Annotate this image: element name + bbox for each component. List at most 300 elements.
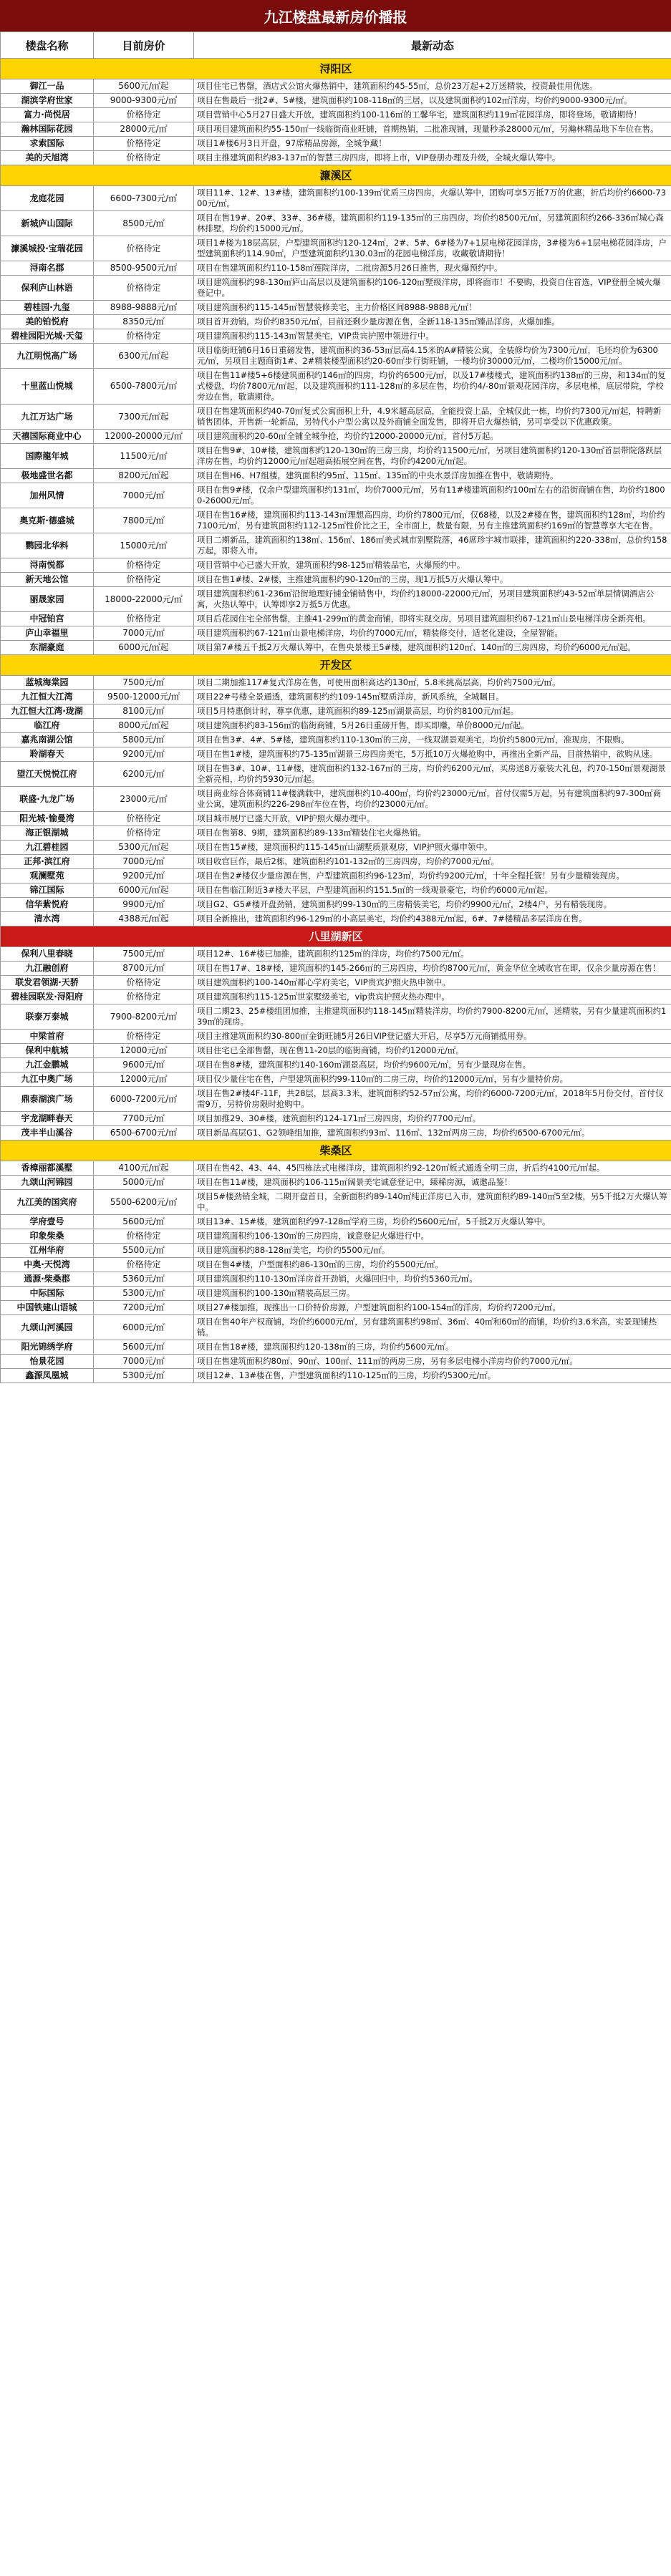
- price-cell: 7200元/㎡: [94, 1301, 194, 1315]
- project-name-cell: 通源·柴桑郡: [1, 1272, 94, 1287]
- price-cell: 15000元/㎡: [94, 533, 194, 558]
- project-name-cell: 浔南悦都: [1, 558, 94, 573]
- project-name-cell: 九江万达广场: [1, 405, 94, 430]
- table-row: [1, 1272, 671, 1287]
- price-cell: 价格待定: [94, 137, 194, 151]
- news-cell: 项目建筑面积约115-143㎡智慧美宅，VIP贵宾护照申领进行中。: [194, 329, 671, 344]
- price-cell: 5500-6200元/㎡: [94, 1190, 194, 1215]
- news-cell: 项目住宅已全部售罄，现在售11-20层的临街商铺，均价约12000元/㎡。: [194, 1044, 671, 1058]
- price-cell: 5360元/㎡: [94, 1272, 194, 1287]
- table-row: [1, 733, 671, 747]
- price-cell: 8500-9500元/㎡: [94, 261, 194, 276]
- news-cell: 项目新品高层G1、G2领峰组加推，建筑面积约93㎡、116㎡、132㎡两房三房，均价约6500-6700元/㎡。: [194, 1126, 671, 1141]
- news-cell: 项目在售9#、10#楼，建筑面积约120-130㎡的三房三房，均价约11500元/㎡，另项目建筑面积约120-130㎡首层带院落跃层洋房在售，均价约12000元/㎡起超高拓展空间在售，均价约4200元/㎡起。: [194, 444, 671, 469]
- news-cell: 项目二期新品，建筑面积约138㎡、156㎡、186㎡美式城市别墅院落，46席珍宇城市联排，建筑面积约220-338㎡，总价约158万起，即将入市。: [194, 533, 671, 558]
- project-name-cell: 中梁首府: [1, 1030, 94, 1044]
- project-name-cell: 瀚林国际花园: [1, 122, 94, 137]
- table-row: [1, 405, 671, 430]
- price-cell: 8500元/㎡: [94, 211, 194, 236]
- table-row: [1, 236, 671, 261]
- news-cell: 项目1#楼为18层高层，户型建筑面积约120-124㎡，2#、5#、6#楼为7+1层电梯花园洋房，3#楼为6+1层电梯花园洋房，户型建筑面积约114.90㎡，户型建筑面积约130.03㎡的花园电梯洋房，收藏敬请期待！: [194, 236, 671, 261]
- project-name-cell: 江州华府: [1, 1244, 94, 1258]
- project-name-cell: 嘉兆南湖公馆: [1, 733, 94, 747]
- header-price: 目前房价: [94, 32, 194, 59]
- price-cell: 5300元/㎡: [94, 1369, 194, 1383]
- table-row: [1, 1161, 671, 1176]
- table-row: [1, 108, 671, 122]
- price-cell: 7000元/㎡: [94, 483, 194, 508]
- project-name-cell: 鹦园北华料: [1, 533, 94, 558]
- project-name-cell: 阳光城·愉曼湾: [1, 812, 94, 826]
- table-row: [1, 1369, 671, 1383]
- price-cell: 价格待定: [94, 1258, 194, 1272]
- project-name-cell: 宇龙湖畔春天: [1, 1112, 94, 1126]
- project-name-cell: 清水湾: [1, 912, 94, 926]
- project-name-cell: 奥克斯·德盛城: [1, 508, 94, 533]
- news-cell: 项目13#、15#楼，建筑面积约97-128㎡学府三房，均价约5600元/㎡，5千抵2万火爆认筹中。: [194, 1215, 671, 1229]
- news-cell: 项目在售42、43、44、45四栋法式电梯洋房，建筑面积约92-120㎡板式通透全明三房，折后约4100元/㎡起。: [194, 1161, 671, 1176]
- project-name-cell: 望江天悦悦江府: [1, 762, 94, 787]
- project-name-cell: 东湖豪庭: [1, 641, 94, 655]
- news-cell: 项目在售2#楼仅少量房源在售，户型建筑面积约96-123㎡，均价约9200元/㎡，十年全程托管！另有少量精装现房。: [194, 869, 671, 883]
- news-cell: 项目在售17#、18#楼，建筑面积约145-266㎡的三房四房，均价约8700元/㎡，黄金华位全城收官在即，仅余少量房源在售！: [194, 962, 671, 976]
- project-name-cell: 联泰万泰城: [1, 1004, 94, 1030]
- table-row: [1, 762, 671, 787]
- project-name-cell: 保利中航城: [1, 1044, 94, 1058]
- project-name-cell: 香樟丽都溪墅: [1, 1161, 94, 1176]
- project-name-cell: 观澜墅苑: [1, 869, 94, 883]
- project-name-cell: 九颂山河溪园: [1, 1315, 94, 1340]
- news-cell: 项目建筑面积约20-60㎡全铺全城争抢，均价约12000-20000元/㎡，首付5万起。: [194, 430, 671, 444]
- news-cell: 项目全新推出，建筑面积约96-129㎡的小高层美宅，均价约4388元/㎡起，6#、7#楼精品多层洋房在售。: [194, 912, 671, 926]
- price-cell: 7500元/㎡: [94, 947, 194, 962]
- table-row: [1, 641, 671, 655]
- news-cell: 项目在售8#楼，建筑面积约140-160㎡湖景高层，均价约9600元/㎡，另有少量现房在售。: [194, 1058, 671, 1072]
- project-name-cell: 鑫源凤凰城: [1, 1369, 94, 1383]
- price-cell: 6500-6700元/㎡: [94, 1126, 194, 1141]
- table-row: [1, 261, 671, 276]
- price-cell: 8988-9888元/㎡: [94, 301, 194, 315]
- table-row: [1, 1030, 671, 1044]
- price-cell: 8100元/㎡: [94, 704, 194, 719]
- table-row: [1, 558, 671, 573]
- price-cell: 5300元/㎡: [94, 1287, 194, 1301]
- project-name-cell: 十里蓝山悦城: [1, 369, 94, 405]
- price-cell: 4388元/㎡起: [94, 912, 194, 926]
- news-cell: 项目在售第8、9期，建筑面积约89-133㎡精装住宅火爆热销。: [194, 826, 671, 841]
- table-row: [1, 587, 671, 612]
- project-name-cell: 联发君领湖·天骄: [1, 976, 94, 990]
- district-header-row: [1, 59, 671, 79]
- table-header-row: [1, 32, 671, 59]
- project-name-cell: 极地盛世名都: [1, 469, 94, 483]
- project-name-cell: 海正银湖城: [1, 826, 94, 841]
- table-row: [1, 1340, 671, 1355]
- price-cell: 9900元/㎡: [94, 898, 194, 912]
- price-cell: 8350元/㎡: [94, 315, 194, 329]
- table-row: [1, 912, 671, 926]
- table-row: [1, 747, 671, 762]
- table-row: [1, 1315, 671, 1340]
- project-name-cell: 湖滨学府世家: [1, 94, 94, 108]
- project-name-cell: 聆湖春天: [1, 747, 94, 762]
- project-name-cell: 中奥·天悦湾: [1, 1258, 94, 1272]
- news-cell: 项目建筑面积约115-125㎡世家墅级美宅，vip贵宾护照火热办理中。: [194, 990, 671, 1004]
- news-cell: 项目营销中心5月27日盛大开放，建筑面积约100-116㎡的工馨华宅，建筑面积约119㎡花园洋房，即将登场，敬请期待！: [194, 108, 671, 122]
- news-cell: 项目在售建筑面积约110-158㎡莲院洋房，二批房源5月26日推售，现火爆预约中。: [194, 261, 671, 276]
- news-cell: 项目营销中心已盛大开放，建筑面积约98-125㎡精装品宅，火爆预约中。: [194, 558, 671, 573]
- price-table: [0, 32, 671, 1383]
- news-cell: 项目建筑面积约98-130㎡庐山高层以及建筑面积约106-120㎡墅级洋房，即将面市！不要购，投资自住首选，VIP登册全城火爆登记中。: [194, 276, 671, 301]
- table-row: [1, 1190, 671, 1215]
- news-cell: 项目第7#楼五千抵2万火爆认筹中，在售央景楼王5#楼，建筑面积约120㎡、140㎡的三房四房，均价约6000元/㎡起。: [194, 641, 671, 655]
- price-cell: 12000元/㎡: [94, 1072, 194, 1087]
- price-cell: 7900-8200元/㎡: [94, 1004, 194, 1030]
- price-cell: 6200元/㎡: [94, 762, 194, 787]
- district-name: 濂溪区: [1, 165, 671, 186]
- price-cell: 价格待定: [94, 826, 194, 841]
- project-name-cell: 丽晟家园: [1, 587, 94, 612]
- table-row: [1, 79, 671, 94]
- project-name-cell: 怡景花园: [1, 1355, 94, 1369]
- table-row: [1, 1058, 671, 1072]
- news-cell: 项目建筑面积约88-128㎡美宅，均价约5500元/㎡。: [194, 1244, 671, 1258]
- price-cell: 价格待定: [94, 612, 194, 626]
- table-row: [1, 211, 671, 236]
- news-cell: 项目后花园住宅全部售罄，主推41-299㎡的黄金商铺，即将实现交房，另项目建筑面积约67-121㎡山景电梯洋房全新亮相。: [194, 612, 671, 626]
- news-cell: 项目建筑面积约115-145㎡智慧装修美宅，主力价格区间8988-9888元/㎡！: [194, 301, 671, 315]
- table-row: [1, 1301, 671, 1315]
- table-row: [1, 841, 671, 855]
- table-row: [1, 369, 671, 405]
- news-cell: 项目在售18#楼，建筑面积约120-138㎡的三房，均价约5600元/㎡。: [194, 1340, 671, 1355]
- news-cell: 项目12#、16#楼已加推，建筑面积约125㎡的洋房，均价约7500元/㎡。: [194, 947, 671, 962]
- table-row: [1, 1044, 671, 1058]
- project-name-cell: 新天地公馆: [1, 573, 94, 587]
- project-name-cell: 九江明悦高广场: [1, 344, 94, 369]
- table-row: [1, 1244, 671, 1258]
- table-row: [1, 612, 671, 626]
- table-row: [1, 1176, 671, 1190]
- news-cell: 项目建筑面积约61-236㎡沿街地理好铺金铺销售中，均价约18000-22000元/㎡，另项目建筑面积约43-52㎡单层情调酒店公寓，火热认筹中，认筹即享2万抵5万优惠。: [194, 587, 671, 612]
- table-row: [1, 122, 671, 137]
- table-row: [1, 344, 671, 369]
- table-row: [1, 962, 671, 976]
- news-cell: 项目建筑面积约83-156㎡的临街商铺，5月26日重磅开售，即买即赚，单价8000元/㎡起。: [194, 719, 671, 733]
- price-cell: 价格待定: [94, 1030, 194, 1044]
- news-cell: 项目22#号楼全景通透，建筑面积约约109-145㎡墅质洋房，新风系统，全城瞩目。: [194, 690, 671, 704]
- project-name-cell: 九颂山河锦园: [1, 1176, 94, 1190]
- project-name-cell: 九江碧桂园: [1, 841, 94, 855]
- news-cell: 项目城市展厅已盛大开放，VIP护照火爆办理中。: [194, 812, 671, 826]
- news-cell: 项目住宅已售罄，酒店式公馆火爆热销中，建筑面积约45-55㎡，总价23万起+2万送精装，投资最佳用优选。: [194, 79, 671, 94]
- news-cell: 项目加推29、30#楼，建筑面积约124-171㎡三房四房，均价约7700元/㎡。: [194, 1112, 671, 1126]
- news-cell: 项目1#楼6月3日开盘，97席精品房源，全城争藏！: [194, 137, 671, 151]
- table-row: [1, 704, 671, 719]
- project-name-cell: 新城庐山国际: [1, 211, 94, 236]
- table-row: [1, 533, 671, 558]
- project-name-cell: 正邦·滨江府: [1, 855, 94, 869]
- table-row: [1, 301, 671, 315]
- table-row: [1, 1072, 671, 1087]
- table-row: [1, 976, 671, 990]
- table-row: [1, 186, 671, 211]
- news-cell: 项目建筑面积约100-140㎡都心学府美宅，VIP贵宾护照火热申领中。: [194, 976, 671, 990]
- table-row: [1, 483, 671, 508]
- price-cell: 9200元/㎡: [94, 747, 194, 762]
- table-row: [1, 990, 671, 1004]
- news-cell: 项目二期加推117#复式洋房在售，可使用面积高达约130㎡，5.8米挑高层高，均价约7500元/㎡。: [194, 676, 671, 690]
- header-project: 楼盘名称: [1, 32, 94, 59]
- table-row: [1, 812, 671, 826]
- news-cell: 项目临街旺铺6月16日重磅发售，建筑面积约36-53㎡层高4.15米的A#精装公寓，全装修均价为7300元/㎡，毛坯均价为6300元/㎡，另项目主题商街1#、2#精装楼型面积约20-60㎡步行街旺铺，一楼均价30000元/㎡，二楼均价15000元/㎡。: [194, 344, 671, 369]
- project-name-cell: 九江美的国宾府: [1, 1190, 94, 1215]
- price-cell: 6000元/㎡起: [94, 883, 194, 898]
- news-cell: 项目收官巨作，最后2栋，建筑面积约101-132㎡的三房四房，均价约7000元/㎡。: [194, 855, 671, 869]
- price-cell: 价格待定: [94, 276, 194, 301]
- district-name: 浔阳区: [1, 59, 671, 79]
- price-cell: 4100元/㎡起: [94, 1161, 194, 1176]
- table-row: [1, 508, 671, 533]
- price-cell: 23000元/㎡: [94, 787, 194, 812]
- price-cell: 价格待定: [94, 573, 194, 587]
- price-cell: 6600-7300元/㎡: [94, 186, 194, 211]
- news-cell: 项目G2、G5#楼开盘劲销，建筑面积约99-130㎡的三房精装美宅，均价约9900元/㎡，2楼4户，另有精装现房。: [194, 898, 671, 912]
- project-name-cell: 保利庐山林语: [1, 276, 94, 301]
- price-cell: 12000元/㎡: [94, 1044, 194, 1058]
- table-row: [1, 883, 671, 898]
- news-cell: 项目在售11#楼5+6楼建筑面积约146㎡的四房，均价约6500元/㎡，以及17#楼楼式，建筑面积约138㎡的三房，和134㎡的复式楼盘，均价7800元/㎡起，以及建筑面积约111-128㎡的多层在售，均价约4/-80㎡景观花园洋房，多层电梯，底层带院，学校旁边在售，敬请期待。: [194, 369, 671, 405]
- news-cell: 项目商业综合体商铺11#楼满载中，建筑面积约10-400㎡，均价约23000元/㎡，首付仅需5万起，另有建筑面积约97-300㎡商业公寓，建筑面积约226-298㎡车位在售，均价约23000元/㎡。: [194, 787, 671, 812]
- district-header-row: [1, 655, 671, 676]
- project-name-cell: 锦江国际: [1, 883, 94, 898]
- project-name-cell: 碧桂园联发·浔阳府: [1, 990, 94, 1004]
- price-cell: 5300元/㎡起: [94, 841, 194, 855]
- price-cell: 价格待定: [94, 558, 194, 573]
- price-cell: 5000元/㎡: [94, 1176, 194, 1190]
- table-row: [1, 1355, 671, 1369]
- price-cell: 价格待定: [94, 990, 194, 1004]
- project-name-cell: 学府壹号: [1, 1215, 94, 1229]
- project-name-cell: 保利八里春晓: [1, 947, 94, 962]
- price-cell: 7000元/㎡: [94, 855, 194, 869]
- table-row: [1, 1087, 671, 1112]
- news-cell: 项目在售1#楼，建筑面积约75-135㎡湖景三房四房美宅，5万抵10万火爆抢购中，再推出全新产品，目前热销中，欲购从速。: [194, 747, 671, 762]
- project-name-cell: 富力·尚悦居: [1, 108, 94, 122]
- table-row: [1, 1229, 671, 1244]
- news-cell: 项目在售建筑面积约40-70㎡复式公寓面积上升，4.9米超高层高，全能投资上品，全城仅此一栋，均价约7300元/㎡起，特聘新销售团体，开售新一轮新品，另特代小户型公寓以及外商铺全面发售，即将开启火爆热销，另可享受以下优惠政策。: [194, 405, 671, 430]
- table-row: [1, 626, 671, 641]
- price-cell: 7000元/㎡: [94, 626, 194, 641]
- news-cell: 项目11#、12#、13#楼，建筑面积约100-139㎡优质三房四房，火爆认筹中，团购可享5万抵7万的优惠，折后均价约6600-7300元/㎡。: [194, 186, 671, 211]
- project-name-cell: 九江恒大江湾: [1, 690, 94, 704]
- news-cell: 项目在售40年产权商铺，均价约6000元/㎡，另有建筑面积约98㎡、36㎡、40㎡和60㎡的商铺，均价约3.6米高，实景现铺热销。: [194, 1315, 671, 1340]
- project-name-cell: 蓝城海棠园: [1, 676, 94, 690]
- price-cell: 5600元/㎡起: [94, 79, 194, 94]
- price-cell: 28000元/㎡: [94, 122, 194, 137]
- price-cell: 5500元/㎡: [94, 1244, 194, 1258]
- news-cell: 项目在售15#楼，建筑面积约115-145㎡山湖墅质景观房，VIP护照火爆申领中。: [194, 841, 671, 855]
- price-cell: 6300元/㎡起: [94, 344, 194, 369]
- price-cell: 9000-9300元/㎡: [94, 94, 194, 108]
- table-row: [1, 676, 671, 690]
- news-cell: 项目12#、13#楼在售，户型建筑面积约110-125㎡的三房，均价约5300元/㎡。: [194, 1369, 671, 1383]
- price-cell: 6000元/㎡: [94, 1315, 194, 1340]
- table-row: [1, 1004, 671, 1030]
- project-name-cell: 阳光锦绣学府: [1, 1340, 94, 1355]
- news-cell: 项目在售1#楼、2#楼，主推建筑面积约90-120㎡的三房，现1万抵5万火爆认筹中。: [194, 573, 671, 587]
- price-cell: 11500元/㎡: [94, 444, 194, 469]
- project-name-cell: 九江恒大江湾·珑湖: [1, 704, 94, 719]
- table-row: [1, 137, 671, 151]
- price-cell: 6000-7200元/㎡: [94, 1087, 194, 1112]
- project-name-cell: 美的铂悦府: [1, 315, 94, 329]
- project-name-cell: 中国铁建山语城: [1, 1301, 94, 1315]
- table-body: [1, 59, 671, 1383]
- price-cell: 5600元/㎡: [94, 1215, 194, 1229]
- table-row: [1, 1258, 671, 1272]
- header-news: 最新动态: [194, 32, 671, 59]
- price-cell: 5600元/㎡: [94, 1340, 194, 1355]
- news-cell: 项目在售16#楼，建筑面积约113-143㎡理想高四房，均价约7800元/㎡，仅68楼，以及2#楼在售，建筑面积约128㎡，均价约7100元/㎡，另有建筑面积约112-125㎡性价比之王，全市面上，数量有限，另有主推建筑面积约169㎡的智慧尊享大宅在售。: [194, 508, 671, 533]
- table-row: [1, 1287, 671, 1301]
- price-cell: 6000元/㎡起: [94, 641, 194, 655]
- project-name-cell: 国際龍年城: [1, 444, 94, 469]
- news-cell: 项目在售H6、H7组楼，建筑面积约95㎡、115㎡、135㎡的中央水景洋房加推在售中，敬请期待。: [194, 469, 671, 483]
- news-cell: 项目项目建筑面积约55-150㎡一线临街商业旺铺，首期热销，二批准现铺，现量秒杀28000元/㎡，另瀚林精品地下车位在售。: [194, 122, 671, 137]
- project-name-cell: 印象柴桑: [1, 1229, 94, 1244]
- news-cell: 项目首开劲销，均价约8350元/㎡，目前还剩少量房源在售，全新118-135㎡臻品洋房，火爆加推。: [194, 315, 671, 329]
- district-header-row: [1, 165, 671, 186]
- district-name: 开发区: [1, 655, 671, 676]
- price-cell: 价格待定: [94, 329, 194, 344]
- price-cell: 价格待定: [94, 236, 194, 261]
- table-row: [1, 719, 671, 733]
- news-cell: 项目主推建筑面积约30-800㎡金街旺铺5月26日VIP登记盛大开启，尽享5万元商铺抵用券。: [194, 1030, 671, 1044]
- table-row: [1, 151, 671, 165]
- news-cell: 项目在售4#楼，户型面积约86-130㎡的三房，均价约5500元/㎡。: [194, 1258, 671, 1272]
- news-cell: 项目在售3#、4#、5#楼，建筑面积约110-130㎡的三房，一线双湖景观美宅，均价约5800元/㎡，准现房，不限购。: [194, 733, 671, 747]
- table-row: [1, 444, 671, 469]
- news-cell: 项目在售19#、20#、33#、36#楼，建筑面积约119-135㎡的三房四房，均价约8500元/㎡，另建筑面积约266-336㎡城心森林排墅，均价约15000元/㎡。: [194, 211, 671, 236]
- table-row: [1, 1126, 671, 1141]
- news-cell: 项目在售2#楼4F-11F，共28层，层高3.3米，建筑面积约52-57㎡公寓，均价约6000-7200元/㎡，2018年5月份交付，首付仅需9万，另特价房限时抢购中。: [194, 1087, 671, 1112]
- table-row: [1, 329, 671, 344]
- project-name-cell: 美的天旭湾: [1, 151, 94, 165]
- price-cell: 7300元/㎡起: [94, 405, 194, 430]
- project-name-cell: 茂丰半山溪谷: [1, 1126, 94, 1141]
- table-row: [1, 826, 671, 841]
- table-row: [1, 276, 671, 301]
- price-cell: 价格待定: [94, 812, 194, 826]
- price-cell: 18000-22000元/㎡: [94, 587, 194, 612]
- price-cell: 7500元/㎡: [94, 676, 194, 690]
- news-cell: 项目在售建筑面积约80㎡、90㎡、100㎡、111㎡的两房三房，另有多层电梯小洋房均价约7000元/㎡。: [194, 1355, 671, 1369]
- table-row: [1, 315, 671, 329]
- district-name: 八里湖新区: [1, 926, 671, 947]
- project-name-cell: 濂溪城投·宝瑞花园: [1, 236, 94, 261]
- report-title: 九江楼盘最新房价播报: [0, 0, 671, 32]
- project-name-cell: 临江府: [1, 719, 94, 733]
- project-name-cell: 浔南名郡: [1, 261, 94, 276]
- district-header-row: [1, 926, 671, 947]
- price-cell: 价格待定: [94, 108, 194, 122]
- project-name-cell: 鼎泰湖滨广场: [1, 1087, 94, 1112]
- price-cell: 5800元/㎡: [94, 733, 194, 747]
- price-cell: 8000元/㎡起: [94, 719, 194, 733]
- price-cell: 价格待定: [94, 151, 194, 165]
- price-cell: 12000-20000元/㎡: [94, 430, 194, 444]
- table-row: [1, 898, 671, 912]
- price-cell: 9600元/㎡: [94, 1058, 194, 1072]
- district-header-row: [1, 1141, 671, 1161]
- project-name-cell: 中际国际: [1, 1287, 94, 1301]
- news-cell: 项目在售最后一批2#、5#楼，建筑面积约108-118㎡的三居，以及建筑面积约102㎡洋房，均价约9000-9300元/㎡。: [194, 94, 671, 108]
- project-name-cell: 九江融创府: [1, 962, 94, 976]
- price-cell: 7700元/㎡: [94, 1112, 194, 1126]
- news-cell: 项目在售11#楼，建筑面积约106-115㎡阔景美宅诚意登记中，臻稀房源，诚邀品鉴！: [194, 1176, 671, 1190]
- news-cell: 项目二期23、25#楼组团加推，主推建筑面积约118-145㎡精装洋房，均价约7900-8200元/㎡，送精装，另有少量建筑面积约139㎡的现房。: [194, 1004, 671, 1030]
- project-name-cell: 九江中奥广场: [1, 1072, 94, 1087]
- news-cell: 项目5#楼劲销全城，二期开盘首日，全新面积约89-140㎡纯正洋房已入市，建筑面积约89-140㎡5至2楼，另5千抵2万火爆认筹中。: [194, 1190, 671, 1215]
- price-cell: 价格待定: [94, 976, 194, 990]
- news-cell: 项目建筑面积约67-121㎡山景电梯洋房，均价约7000元/㎡，精装修交付，适老化建设，全屋智能。: [194, 626, 671, 641]
- table-row: [1, 430, 671, 444]
- news-cell: 项目在售临江附近3#楼大平层，户型建筑面积约151.5㎡的一线观景豪宅，均价约6000元/㎡起。: [194, 883, 671, 898]
- price-cell: 8700元/㎡: [94, 962, 194, 976]
- table-row: [1, 573, 671, 587]
- table-row: [1, 869, 671, 883]
- price-cell: 7000元/㎡: [94, 1355, 194, 1369]
- district-name: 柴桑区: [1, 1141, 671, 1161]
- project-name-cell: 中冠铂宫: [1, 612, 94, 626]
- price-cell: 9200元/㎡: [94, 869, 194, 883]
- news-cell: 项目在售9#楼，仅余户型建筑面积约131㎡，均价7000元/㎡，另有11#楼建筑面积约100㎡左右的沿街商铺在售，均价约18000-26000元/㎡。: [194, 483, 671, 508]
- news-cell: 项目建筑面积约110-130㎡洋房首开劲销，火爆回归中，均价约5360元/㎡。: [194, 1272, 671, 1287]
- news-cell: 项目27#楼加推，现推出一口价特价房源，户型建筑面积约100-154㎡的洋房，均价约7200元/㎡。: [194, 1301, 671, 1315]
- project-name-cell: 庐山幸福里: [1, 626, 94, 641]
- price-cell: 9500-12000元/㎡: [94, 690, 194, 704]
- news-cell: 项目5月特惠倒计时，尊享优惠，建筑面积约89-125㎡湖景高层，均价约8100元/㎡起。: [194, 704, 671, 719]
- project-name-cell: 加州风情: [1, 483, 94, 508]
- table-row: [1, 1215, 671, 1229]
- news-cell: 项目在售3#、10#、11#楼，建筑面积约132-167㎡的三房，均价约6200元/㎡，买房送8万豪装大礼包，约70-150㎡景观湖景全新亮相，均价约5930元/㎡起。: [194, 762, 671, 787]
- table-row: [1, 1112, 671, 1126]
- project-name-cell: 信华紫悦府: [1, 898, 94, 912]
- project-name-cell: 求索国际: [1, 137, 94, 151]
- project-name-cell: 碧桂园·九玺: [1, 301, 94, 315]
- price-cell: 价格待定: [94, 1229, 194, 1244]
- price-cell: 7800元/㎡: [94, 508, 194, 533]
- price-cell: 6500-7800元/㎡: [94, 369, 194, 405]
- table-row: [1, 469, 671, 483]
- project-name-cell: 碧桂园阳光城·天玺: [1, 329, 94, 344]
- project-name-cell: 联盛·九龙广场: [1, 787, 94, 812]
- table-row: [1, 947, 671, 962]
- price-cell: 8200元/㎡起: [94, 469, 194, 483]
- news-cell: 项目建筑面积约100-130㎡精装高层三房。: [194, 1287, 671, 1301]
- table-row: [1, 787, 671, 812]
- table-row: [1, 94, 671, 108]
- table-row: [1, 855, 671, 869]
- project-name-cell: 龙庭花园: [1, 186, 94, 211]
- project-name-cell: 御江一品: [1, 79, 94, 94]
- news-cell: 项目主推建筑面积约83-137㎡的智慧三房四房，即将上市，VIP登册办理及升级，全城火爆认筹中。: [194, 151, 671, 165]
- table-row: [1, 690, 671, 704]
- news-cell: 项目仅少量住宅在售，户型建筑面积约99-110㎡的二房三房，均价约12000元/㎡，另有少量特价房。: [194, 1072, 671, 1087]
- project-name-cell: 九江金鹏城: [1, 1058, 94, 1072]
- news-cell: 项目建筑面积约106-130㎡的三房四房，诚意登记火爆进行中。: [194, 1229, 671, 1244]
